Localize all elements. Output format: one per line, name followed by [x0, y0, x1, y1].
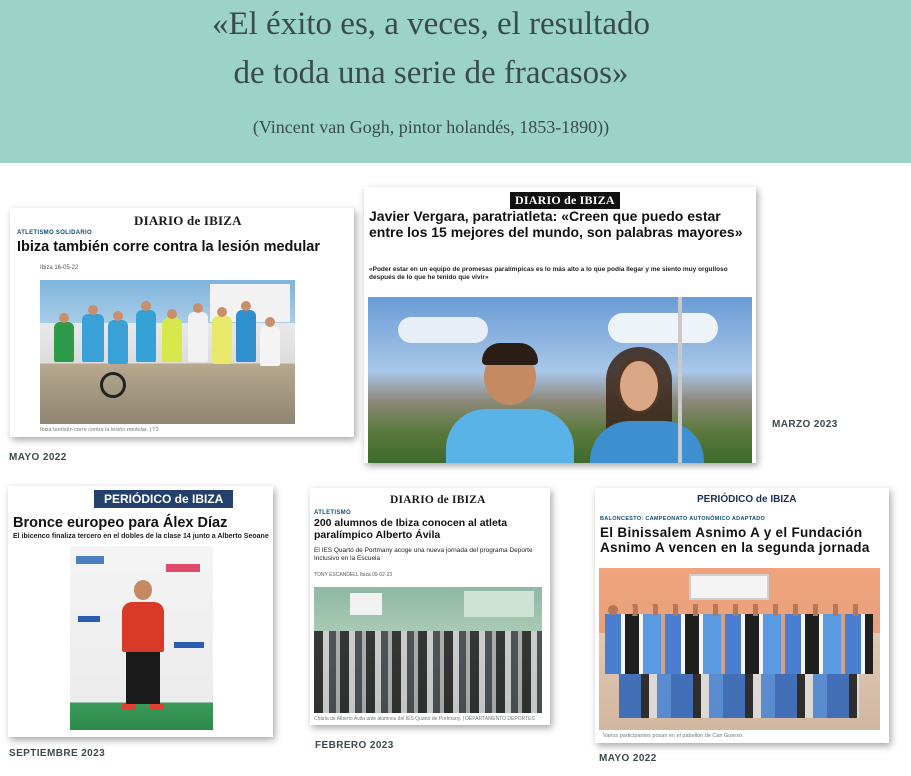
- wheelchair-wheel: [100, 372, 126, 398]
- athlete-face: [134, 580, 152, 600]
- players-heads: [605, 604, 873, 616]
- athlete-shirt: [446, 409, 574, 463]
- athletes-portrait-photo: [368, 297, 752, 463]
- scoreboard: [689, 574, 769, 600]
- article-meta: TONY ESCANDELL Ibiza 09·02·23: [314, 572, 393, 578]
- subheadline: El IES Quartó de Portmany acoge una nueva jornada del programa Deporte Inclusivo en la Escuela: [314, 547, 533, 563]
- date-label: MARZO 2023: [772, 419, 838, 430]
- headline: El Binissalem Asnimo A y el Fundación Asnimo A vencen en la segunda jornada: [600, 525, 870, 556]
- window: [464, 591, 534, 617]
- woman-jacket: [590, 421, 704, 463]
- newspaper-logo: PERIÓDICO de IBIZA: [697, 494, 797, 505]
- date-label: MAYO 2022: [9, 452, 67, 463]
- news-clipping-1: [10, 208, 354, 437]
- section-label: BALONCESTO: CAMPEONATO AUTONÓMICO ADAPTADO: [600, 516, 766, 522]
- athlete-pants: [126, 652, 160, 704]
- kneeling-players: [619, 674, 859, 718]
- group-runners-photo: [40, 280, 295, 424]
- quote-line-2: de toda una serie de fracasos»: [233, 55, 629, 91]
- news-clipping-4: [310, 488, 550, 725]
- headline: 200 alumnos de Ibiza conocen al atleta paralímpico Alberto Ávila: [314, 517, 508, 541]
- quote-banner: [0, 0, 911, 163]
- newspaper-logo: DIARIO de IBIZA: [510, 192, 620, 209]
- date-label: FEBRERO 2023: [315, 740, 394, 751]
- date-label: MAYO 2022: [599, 753, 657, 764]
- headline: Bronce europeo para Álex Díaz: [13, 515, 228, 531]
- quote-line-1: «El éxito es, a veces, el resultado: [211, 6, 650, 42]
- headline: Ibiza también corre contra la lesión medular: [17, 239, 320, 255]
- cloud-shape: [398, 317, 488, 343]
- light-pole: [678, 297, 682, 463]
- projection-screen: [350, 593, 382, 615]
- basketball-team-photo: [599, 568, 880, 730]
- photo-caption: Varios participantes posan en el pabellón de Can Guerxo.: [603, 733, 744, 739]
- cloud-shape: [608, 313, 718, 343]
- quote-attribution: (Vincent van Gogh, pintor holandés, 1853-1890)): [252, 117, 610, 137]
- photo-caption: Charla de Alberto Ávila ante alumnos del IES Quartó de Portmany. | DEPARTAMENTO DEPORTES: [314, 716, 535, 722]
- students-auditorium-photo: [314, 587, 542, 713]
- athlete-red-shirt: [122, 602, 164, 652]
- news-clipping-3: [8, 486, 273, 737]
- photo-caption: Ibiza también corre contra la lesión medular. | T3: [40, 427, 159, 433]
- newspaper-logo: DIARIO de IBIZA: [390, 494, 486, 506]
- newspaper-logo: DIARIO de IBIZA: [134, 213, 242, 228]
- section-label: ATLETISMO: [314, 510, 351, 516]
- date-label: SEPTIEMBRE 2023: [9, 748, 106, 759]
- athlete-hair: [482, 343, 538, 365]
- section-label: ATLETISMO SOLIDARIO: [17, 230, 92, 236]
- article-meta: Ibiza 16-05-22: [40, 265, 79, 271]
- table-tennis-athlete-photo: [70, 546, 213, 730]
- newspaper-logo: PERIÓDICO de IBIZA: [94, 490, 233, 508]
- subheadline: El ibicenco finaliza tercero en el dobles de la clase 14 junto a Alberto Seoane: [13, 533, 269, 540]
- news-clipping-5: [595, 488, 889, 743]
- seated-students: [314, 631, 542, 713]
- subheadline: «Poder estar en un equipo de promesas paralímpicas es lo más alto a lo que podía llegar y me siento muy orgulloso después de lo que he tenido que vivir»: [369, 266, 728, 282]
- news-clipping-2: [364, 187, 756, 463]
- standing-players: [605, 614, 873, 674]
- headline: Javier Vergara, paratriatleta: «Creen que puedo estar entre los 15 mejores del mundo, son palabras mayores»: [369, 208, 743, 240]
